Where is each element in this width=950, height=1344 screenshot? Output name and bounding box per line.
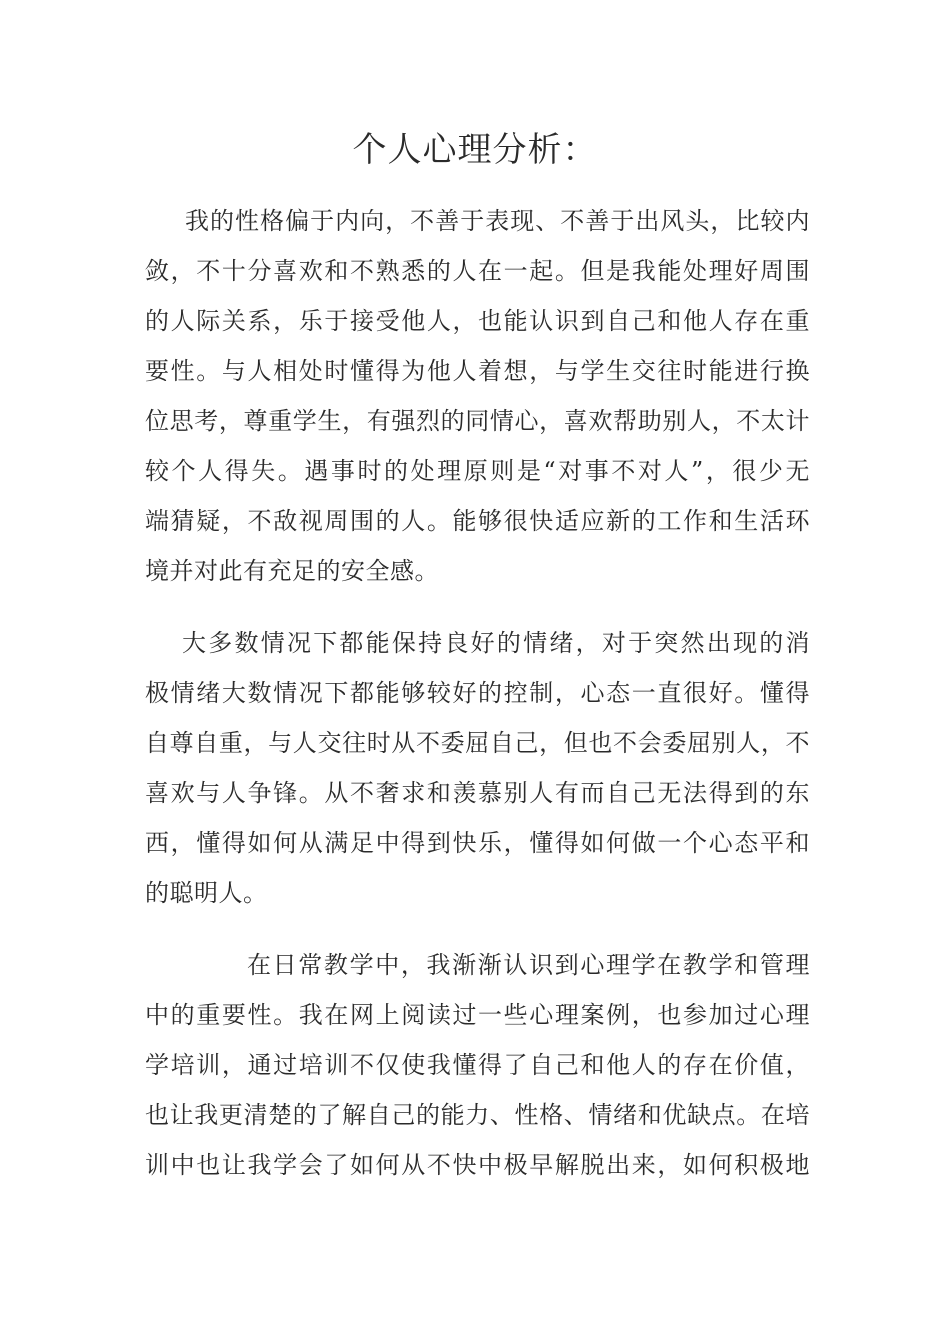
document-title: 个人心理分析：	[352, 130, 598, 170]
paragraph-3-line-4: 也让我更清楚的了解自己的能力、性格、情绪和优缺点。在培	[145, 1101, 810, 1129]
paragraph-3-line-3: 学培训，通过培训不仅使我懂得了自己和他人的存在价值，	[145, 1051, 810, 1079]
paragraph-1-line-6: 较个人得失。遇事时的处理原则是“对事不对人”，很少无	[145, 457, 810, 485]
paragraph-1-line-2: 敛，不十分喜欢和不熟悉的人在一起。但是我能处理好周围	[145, 257, 810, 285]
paragraph-2-line-4: 喜欢与人争锋。从不奢求和羡慕别人有而自己无法得到的东	[145, 779, 810, 807]
paragraph-3-line-5: 训中也让我学会了如何从不快中极早解脱出来，如何积极地	[145, 1151, 810, 1179]
paragraph-3-line-2: 中的重要性。我在网上阅读过一些心理案例，也参加过心理	[145, 1001, 810, 1029]
paragraph-1-line-8: 境并对此有充足的安全感。	[145, 557, 439, 585]
paragraph-2-line-2: 极情绪大数情况下都能够较好的控制，心态一直很好。懂得	[145, 679, 810, 707]
paragraph-1-line-7: 端猜疑，不敌视周围的人。能够很快适应新的工作和生活环	[145, 507, 810, 535]
paragraph-1-line-5: 位思考，尊重学生，有强烈的同情心，喜欢帮助别人，不太计	[145, 407, 810, 435]
paragraph-1-line-1: 我的性格偏于内向，不善于表现、不善于出风头，比较内	[185, 207, 810, 235]
paragraph-2-line-5: 西，懂得如何从满足中得到快乐，懂得如何做一个心态平和	[145, 829, 810, 857]
paragraph-3-line-1: 在日常教学中，我渐渐认识到心理学在教学和管理	[247, 951, 810, 979]
paragraph-2-line-1: 大多数情况下都能保持良好的情绪，对于突然出现的消	[182, 629, 810, 657]
paragraph-1-line-4: 要性。与人相处时懂得为他人着想，与学生交往时能进行换	[145, 357, 810, 385]
paragraph-1-line-3: 的人际关系，乐于接受他人，也能认识到自己和他人存在重	[145, 307, 810, 335]
paragraph-2-line-3: 自尊自重，与人交往时从不委屈自己，但也不会委屈别人，不	[145, 729, 810, 757]
paragraph-2-line-6: 的聪明人。	[145, 879, 268, 907]
